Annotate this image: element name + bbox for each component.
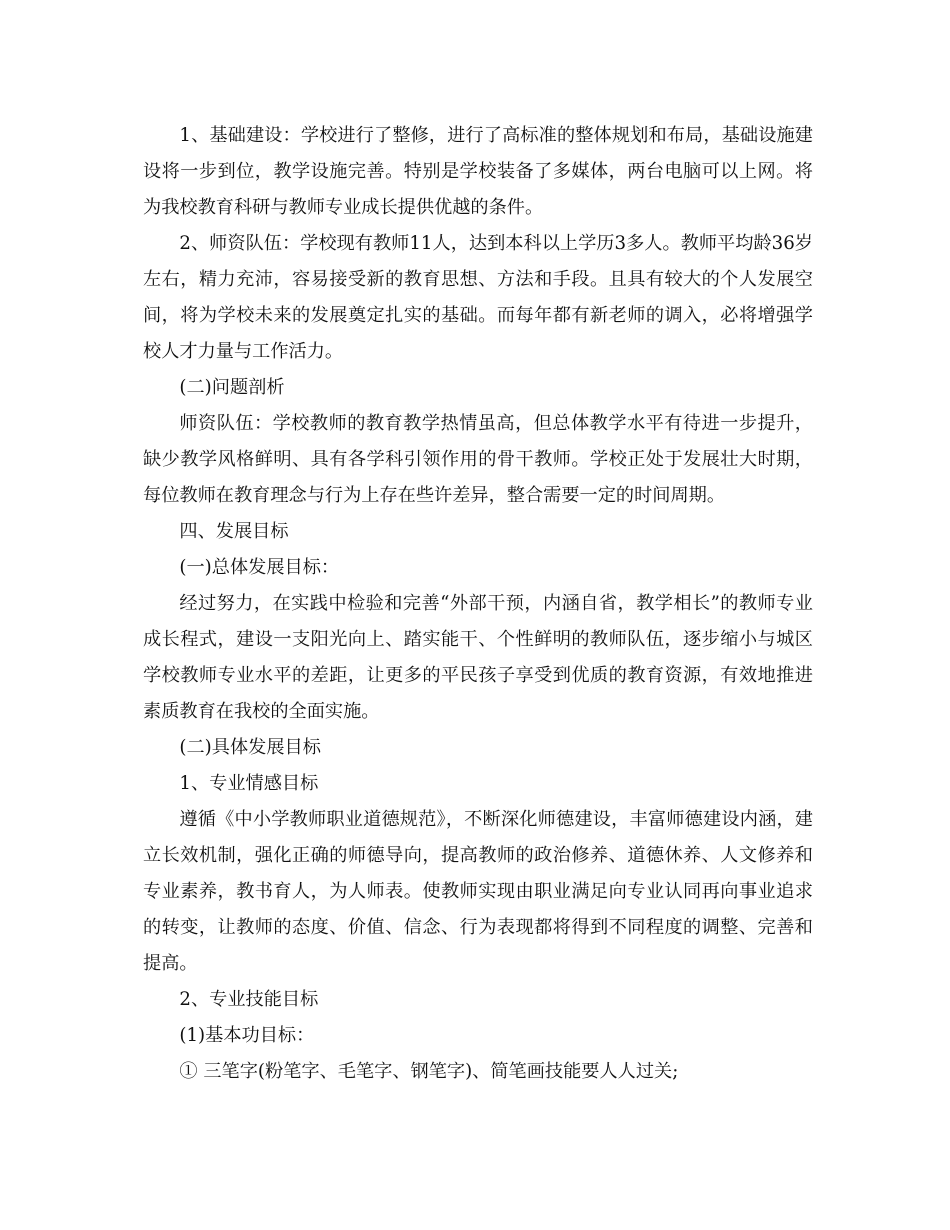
- paragraph-staff-problems: 师资队伍：学校教师的教育教学热情虽高，但总体教学水平有待进一步提升，缺少教学风格鲜明、具有各学科引领作用的骨干教师。学校正处于发展壮大时期，每位教师在教育理念与行为上存在些许差异，整合需要一定的时间周期。: [143, 413, 813, 506]
- paragraph-professional-emotion: 遵循《中小学教师职业道德规范》，不断深化师德建设，丰富师德建设内涵，建立长效机制，强化正确的师德导向，提高教师的政治修养、道德休养、人文修养和专业素养，教书育人，为人师表。使教师实现由职业满足向专业认同再向事业追求的转变，让教师的态度、价值、信念、行为表现都将得到不同程度的调整、完善和提高。: [143, 809, 813, 974]
- heading-overall-goals: (一)总体发展目标：: [179, 557, 340, 578]
- paragraph-overall-goals: 经过努力，在实践中检验和完善“外部干预，内涵自省，教学相长”的教师专业成长程式，建设一支阳光向上、踏实能干、个性鲜明的教师队伍，逐步缩小与城区学校教师专业水平的差距，让更多的平民孩子享受到优质的教育资源，有效地推进素质教育在我校的全面实施。: [143, 593, 813, 722]
- document-body: [143, 118, 813, 1090]
- heading-development-goals: 四、发展目标: [179, 521, 289, 542]
- list-item-calligraphy: ① 三笔字(粉笔字、毛笔字、钢笔字)、简笔画技能要人人过关;: [179, 1061, 679, 1082]
- heading-problem-analysis: (二)问题剖析: [179, 377, 285, 398]
- heading-basic-skills: (1)基本功目标：: [179, 1025, 315, 1046]
- paragraph-teaching-staff: 2、师资队伍：学校现有教师11人，达到本科以上学历3多人。教师平均龄36岁左右，精力充沛，容易接受新的教育思想、方法和手段。且具有较大的个人发展空间，将为学校未来的发展奠定扎实的基础。而每年都有新老师的调入，必将增强学校人才力量与工作活力。: [143, 233, 813, 362]
- heading-specific-goals: (二)具体发展目标: [179, 737, 321, 758]
- heading-professional-emotion: 1、专业情感目标: [179, 773, 319, 794]
- heading-professional-skills: 2、专业技能目标: [179, 989, 319, 1010]
- paragraph-basic-construction: 1、基础建设：学校进行了整修，进行了高标准的整体规划和布局，基础设施建设将一步到位，教学设施完善。特别是学校装备了多媒体，两台电脑可以上网。将为我校教育科研与教师专业成长提供优越的条件。: [143, 125, 813, 218]
